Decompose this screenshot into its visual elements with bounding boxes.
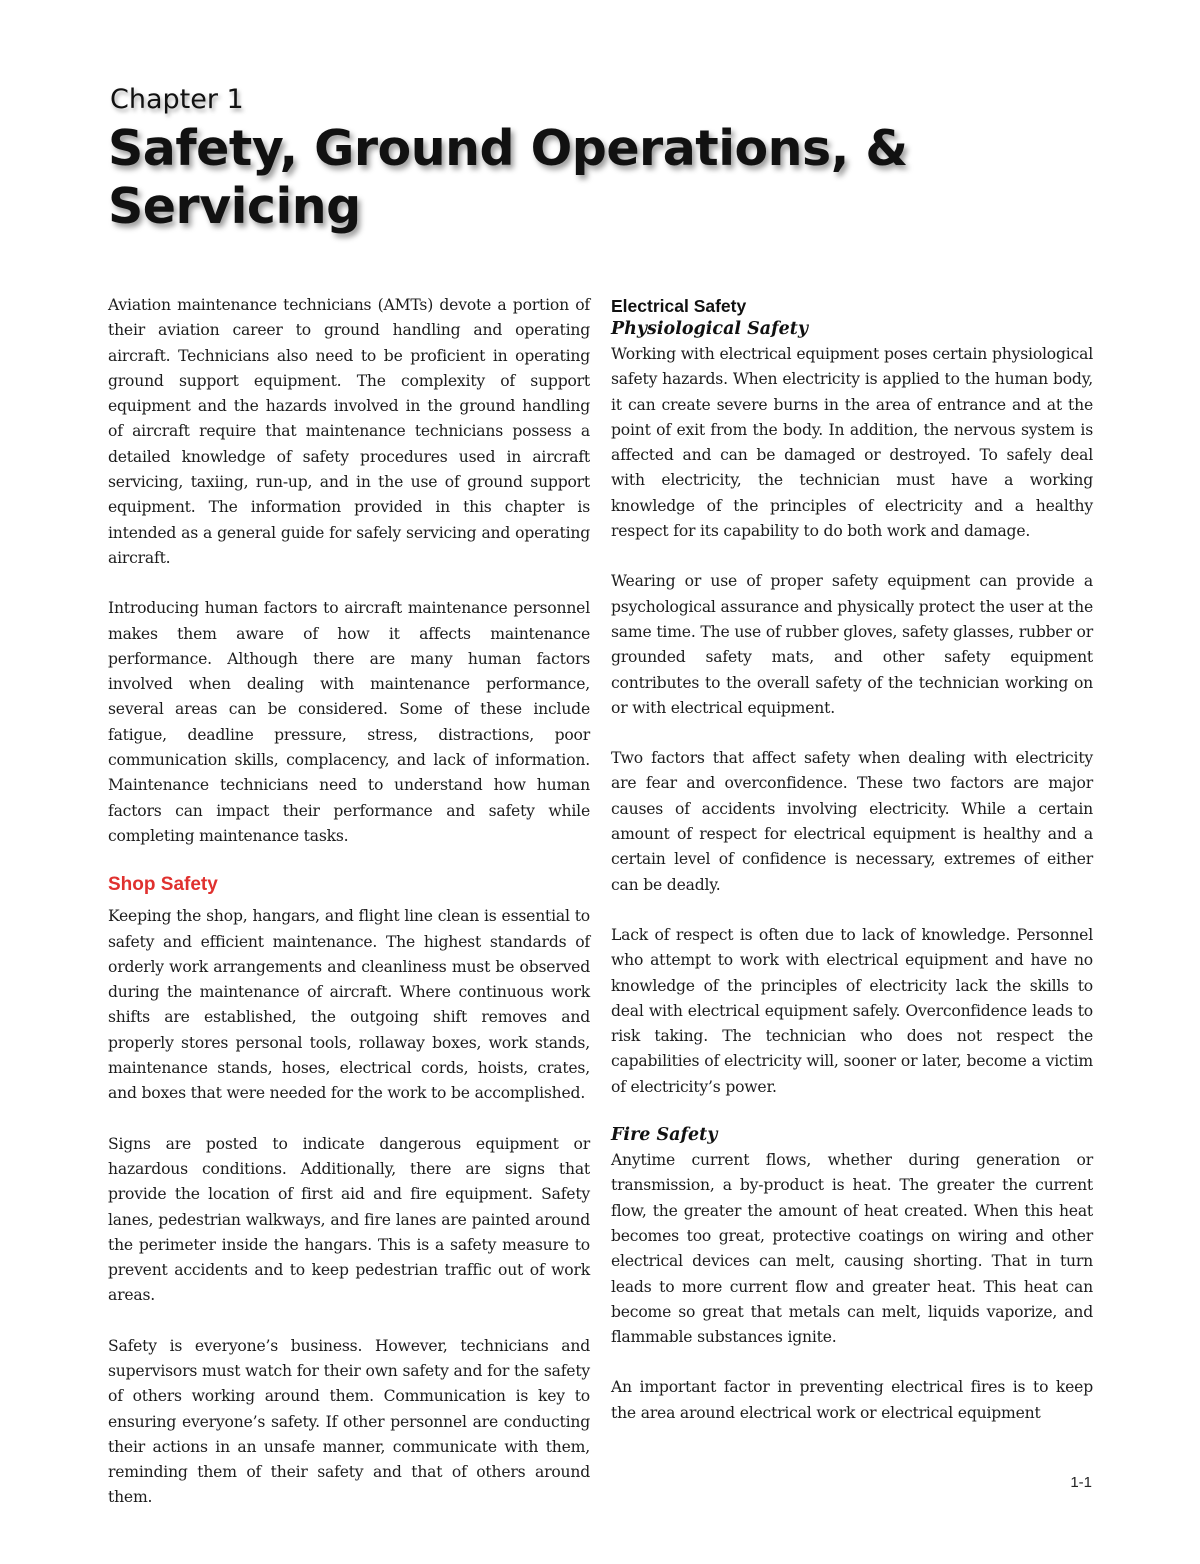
shop-safety-heading: Shop Safety bbox=[108, 874, 218, 896]
physiological-safety-heading: Physiological Safety bbox=[611, 319, 809, 339]
electrical-safety-heading: Electrical Safety bbox=[611, 296, 747, 316]
left-column bbox=[108, 293, 590, 1536]
intro-paragraph-2: Introducing human factors to aircraft maintenance personnel makes them aware of how it affects maintenance performance. Although there are many human factors involved when dealing with maintenance performance, several areas can be considered. Some of these include fatigue, deadline pressure, stress, distractions, poor communication skills, complacency, and lack of information. Maintenance technicians need to understand how human factors can impact their performance and safety while completing maintenance tasks. bbox=[108, 599, 590, 845]
electrical-paragraph-4: Lack of respect is often due to lack of knowledge. Personnel who attempt to work with electrical equipment and have no knowledge of the principles of electricity lack the skills to deal with electrical equipment safely. Overconfidence leads to risk taking. The technician who does not respect the capabilities of electricity will, sooner or later, become a victim of electricity’s power. bbox=[611, 925, 1093, 1096]
chapter-title: Safety, Ground Operations, & Servicing bbox=[108, 120, 908, 235]
shop-safety-paragraph-1: Keeping the shop, hangars, and flight line clean is essential to safety and efficient maintenance. The highest standards of orderly work arrangements and cleanliness must be observed during the maintenance of aircraft. Where continuous work shifts are established, the outgoing shift removes and properly stores personal tools, rollaway boxes, work stands, maintenance stands, hoses, electrical cords, hoists, crates, and boxes that were needed for the work to be accomplished. bbox=[108, 907, 590, 1103]
fire-safety-paragraph-2: An important factor in preventing electrical fires is to keep the area around electrical work or electrical equipment bbox=[611, 1378, 1093, 1422]
right-column bbox=[611, 293, 1093, 1451]
fire-safety-heading: Fire Safety bbox=[611, 1125, 718, 1146]
shop-safety-paragraph-2: Signs are posted to indicate dangerous equipment or hazardous conditions. Additionally, there are signs that provide the location of first aid and fire equipment. Safety lanes, pedestrian walkways, and fire lanes are painted around the perimeter inside the hangars. This is a safety measure to prevent accidents and to keep pedestrian traffic out of work areas. bbox=[108, 1134, 590, 1305]
electrical-paragraph-2: Wearing or use of proper safety equipment can provide a psychological assurance and physically protect the user at the same time. The use of rubber gloves, safety glasses, rubber or grounded safety mats, and other safety equipment contributes to the overall safety of the technician working on or with electrical equipment. bbox=[611, 572, 1093, 717]
fire-safety-paragraph-1: Anytime current flows, whether during generation or transmission, a by-product is heat. The greater the current flow, the greater the amount of heat created. When this heat becomes too great, protective coatings on wiring and other electrical devices can melt, causing shorting. That in turn leads to more current flow and greater heat. This heat can become so great that metals can melt, liquids vaporize, and flammable substances ignite. bbox=[611, 1151, 1093, 1347]
chapter-label: Chapter 1 bbox=[110, 84, 244, 115]
shop-safety-paragraph-3: Safety is everyone’s business. However, technicians and supervisors must watch for their own safety and for the safety of others working around them. Communication is key to ensuring everyone’s safety. If other personnel are conducting their actions in an unsafe manner, communicate with them, reminding them of their safety and that of others around them. bbox=[108, 1336, 590, 1507]
page-number: 1-1 bbox=[1070, 1474, 1092, 1491]
electrical-paragraph-1: Working with electrical equipment poses certain physiological safety hazards. When electricity is applied to the human body, it can create severe burns in the area of entrance and at the point of exit from the body. In addition, the nervous system is affected and can be damaged or destroyed. To safely deal with electricity, the technician must have a working knowledge of the principles of electricity and a healthy respect for its capability to do both work and damage. bbox=[611, 345, 1093, 541]
electrical-paragraph-3: Two factors that affect safety when dealing with electricity are fear and overconfidence. These two factors are major causes of accidents involving electricity. While a certain amount of respect for electrical equipment is healthy and a certain level of confidence is necessary, extremes of either can be deadly. bbox=[611, 749, 1093, 894]
intro-paragraph-1: Aviation maintenance technicians (AMTs) devote a portion of their aviation career to ground handling and operating aircraft. Technicians also need to be proficient in operating ground support equipment. The complexity of support equipment and the hazards involved in the ground handling of aircraft require that maintenance technicians possess a detailed knowledge of safety procedures used in aircraft servicing, taxiing, run-up, and in the use of ground support equipment. The information provided in this chapter is intended as a general guide for safely servicing and operating aircraft. bbox=[108, 296, 590, 567]
